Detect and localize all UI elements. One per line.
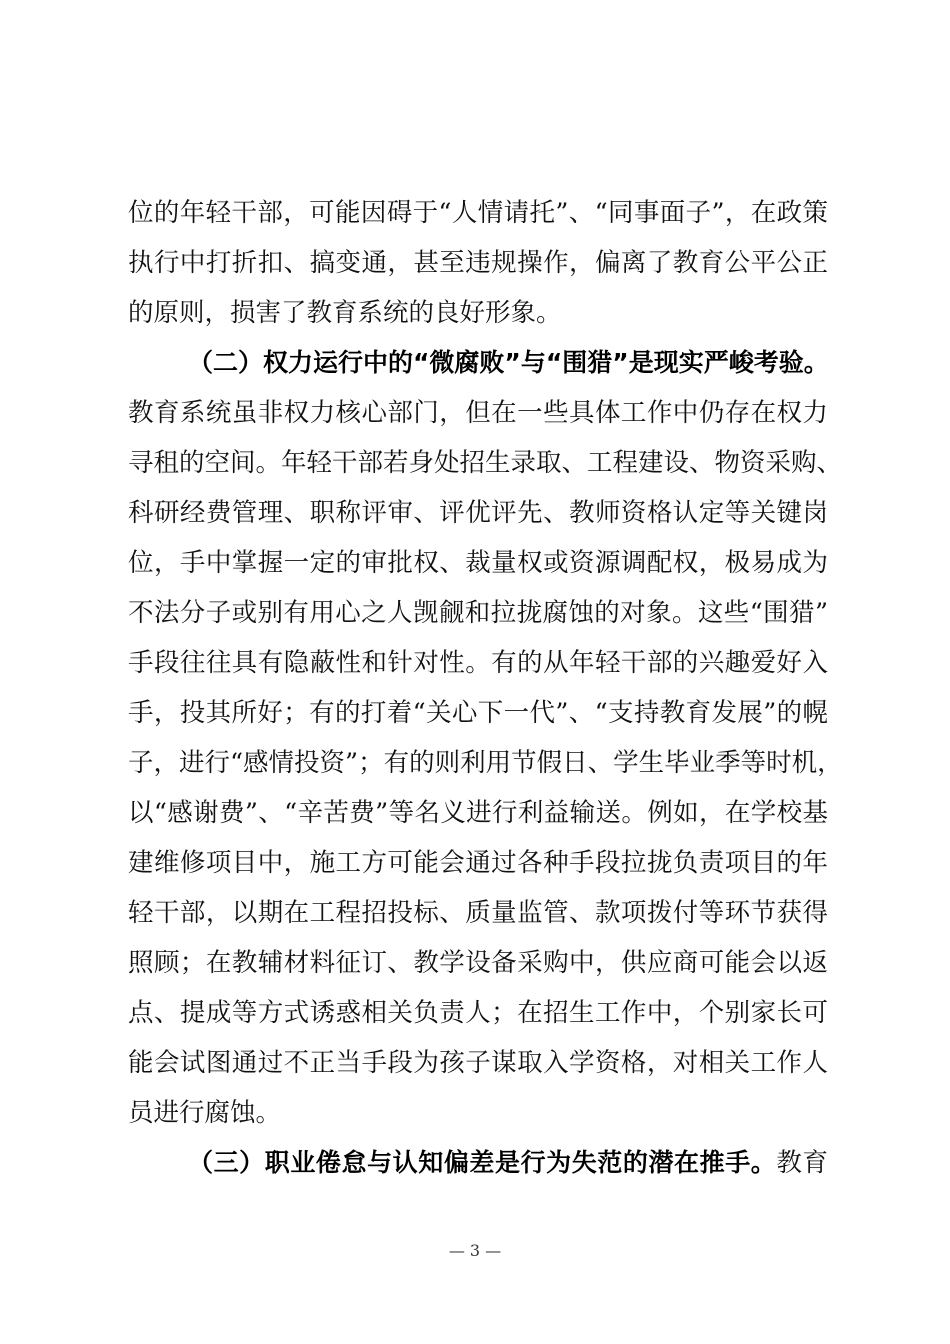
paragraph-line: 不法分子或别有用心之人觊觎和拉拢腐蚀的对象。这些“围猎”: [128, 598, 828, 628]
paragraph-line: 手段往往具有隐蔽性和针对性。有的从年轻干部的兴趣爱好入: [128, 648, 828, 678]
paragraph-line: 轻干部，以期在工程招投标、质量监管、款项拨付等环节获得: [128, 898, 828, 928]
paragraph-line: 位的年轻干部，可能因碍于“人情请托”、“同事面子”，在政策: [128, 198, 828, 228]
paragraph-line: 手，投其所好；有的打着“关心下一代”、“支持教育发展”的幌: [128, 698, 828, 728]
paragraph-line: 位，手中掌握一定的审批权、裁量权或资源调配权，极易成为: [128, 548, 828, 578]
paragraph-line: 科研经费管理、职称评审、评优评先、教师资格认定等关键岗: [128, 498, 828, 528]
paragraph-line: 点、提成等方式诱惑相关负责人；在招生工作中，个别家长可: [128, 998, 828, 1028]
paragraph-line: 建维修项目中，施工方可能会通过各种手段拉拢负责项目的年: [128, 848, 828, 878]
section-heading-3-tail: 教育: [776, 1148, 828, 1178]
paragraph-line: 子，进行“感情投资”；有的则利用节假日、学生毕业季等时机，: [128, 748, 843, 778]
section-heading-3-title: （三）职业倦怠与认知偏差是行为失范的潜在推手。: [188, 1148, 777, 1177]
page-number: — 3 —: [448, 1241, 502, 1260]
paragraph-line: 的原则，损害了教育系统的良好形象。: [128, 298, 562, 328]
paragraph-line: 以“感谢费”、“辛苦费”等名义进行利益输送。例如，在学校基: [128, 798, 828, 828]
paragraph-line: 寻租的空间。年轻干部若身处招生录取、工程建设、物资采购、: [128, 448, 843, 478]
paragraph-line: 能会试图通过不正当手段为孩子谋取入学资格，对相关工作人: [128, 1048, 828, 1078]
paragraph-line: 执行中打折扣、搞变通，甚至违规操作，偏离了教育公平公正: [128, 248, 828, 278]
paragraph-line: 教育系统虽非权力核心部门，但在一些具体工作中仍存在权力: [128, 398, 828, 428]
section-heading-2: （二）权力运行中的“微腐败”与“围猎”是现实严峻考验。: [188, 348, 829, 377]
paragraph-line: 员进行腐蚀。: [128, 1098, 282, 1128]
section-heading-3: [188, 1138, 828, 1188]
paragraph-line: 照顾；在教辅材料征订、教学设备采购中，供应商可能会以返: [128, 948, 828, 978]
